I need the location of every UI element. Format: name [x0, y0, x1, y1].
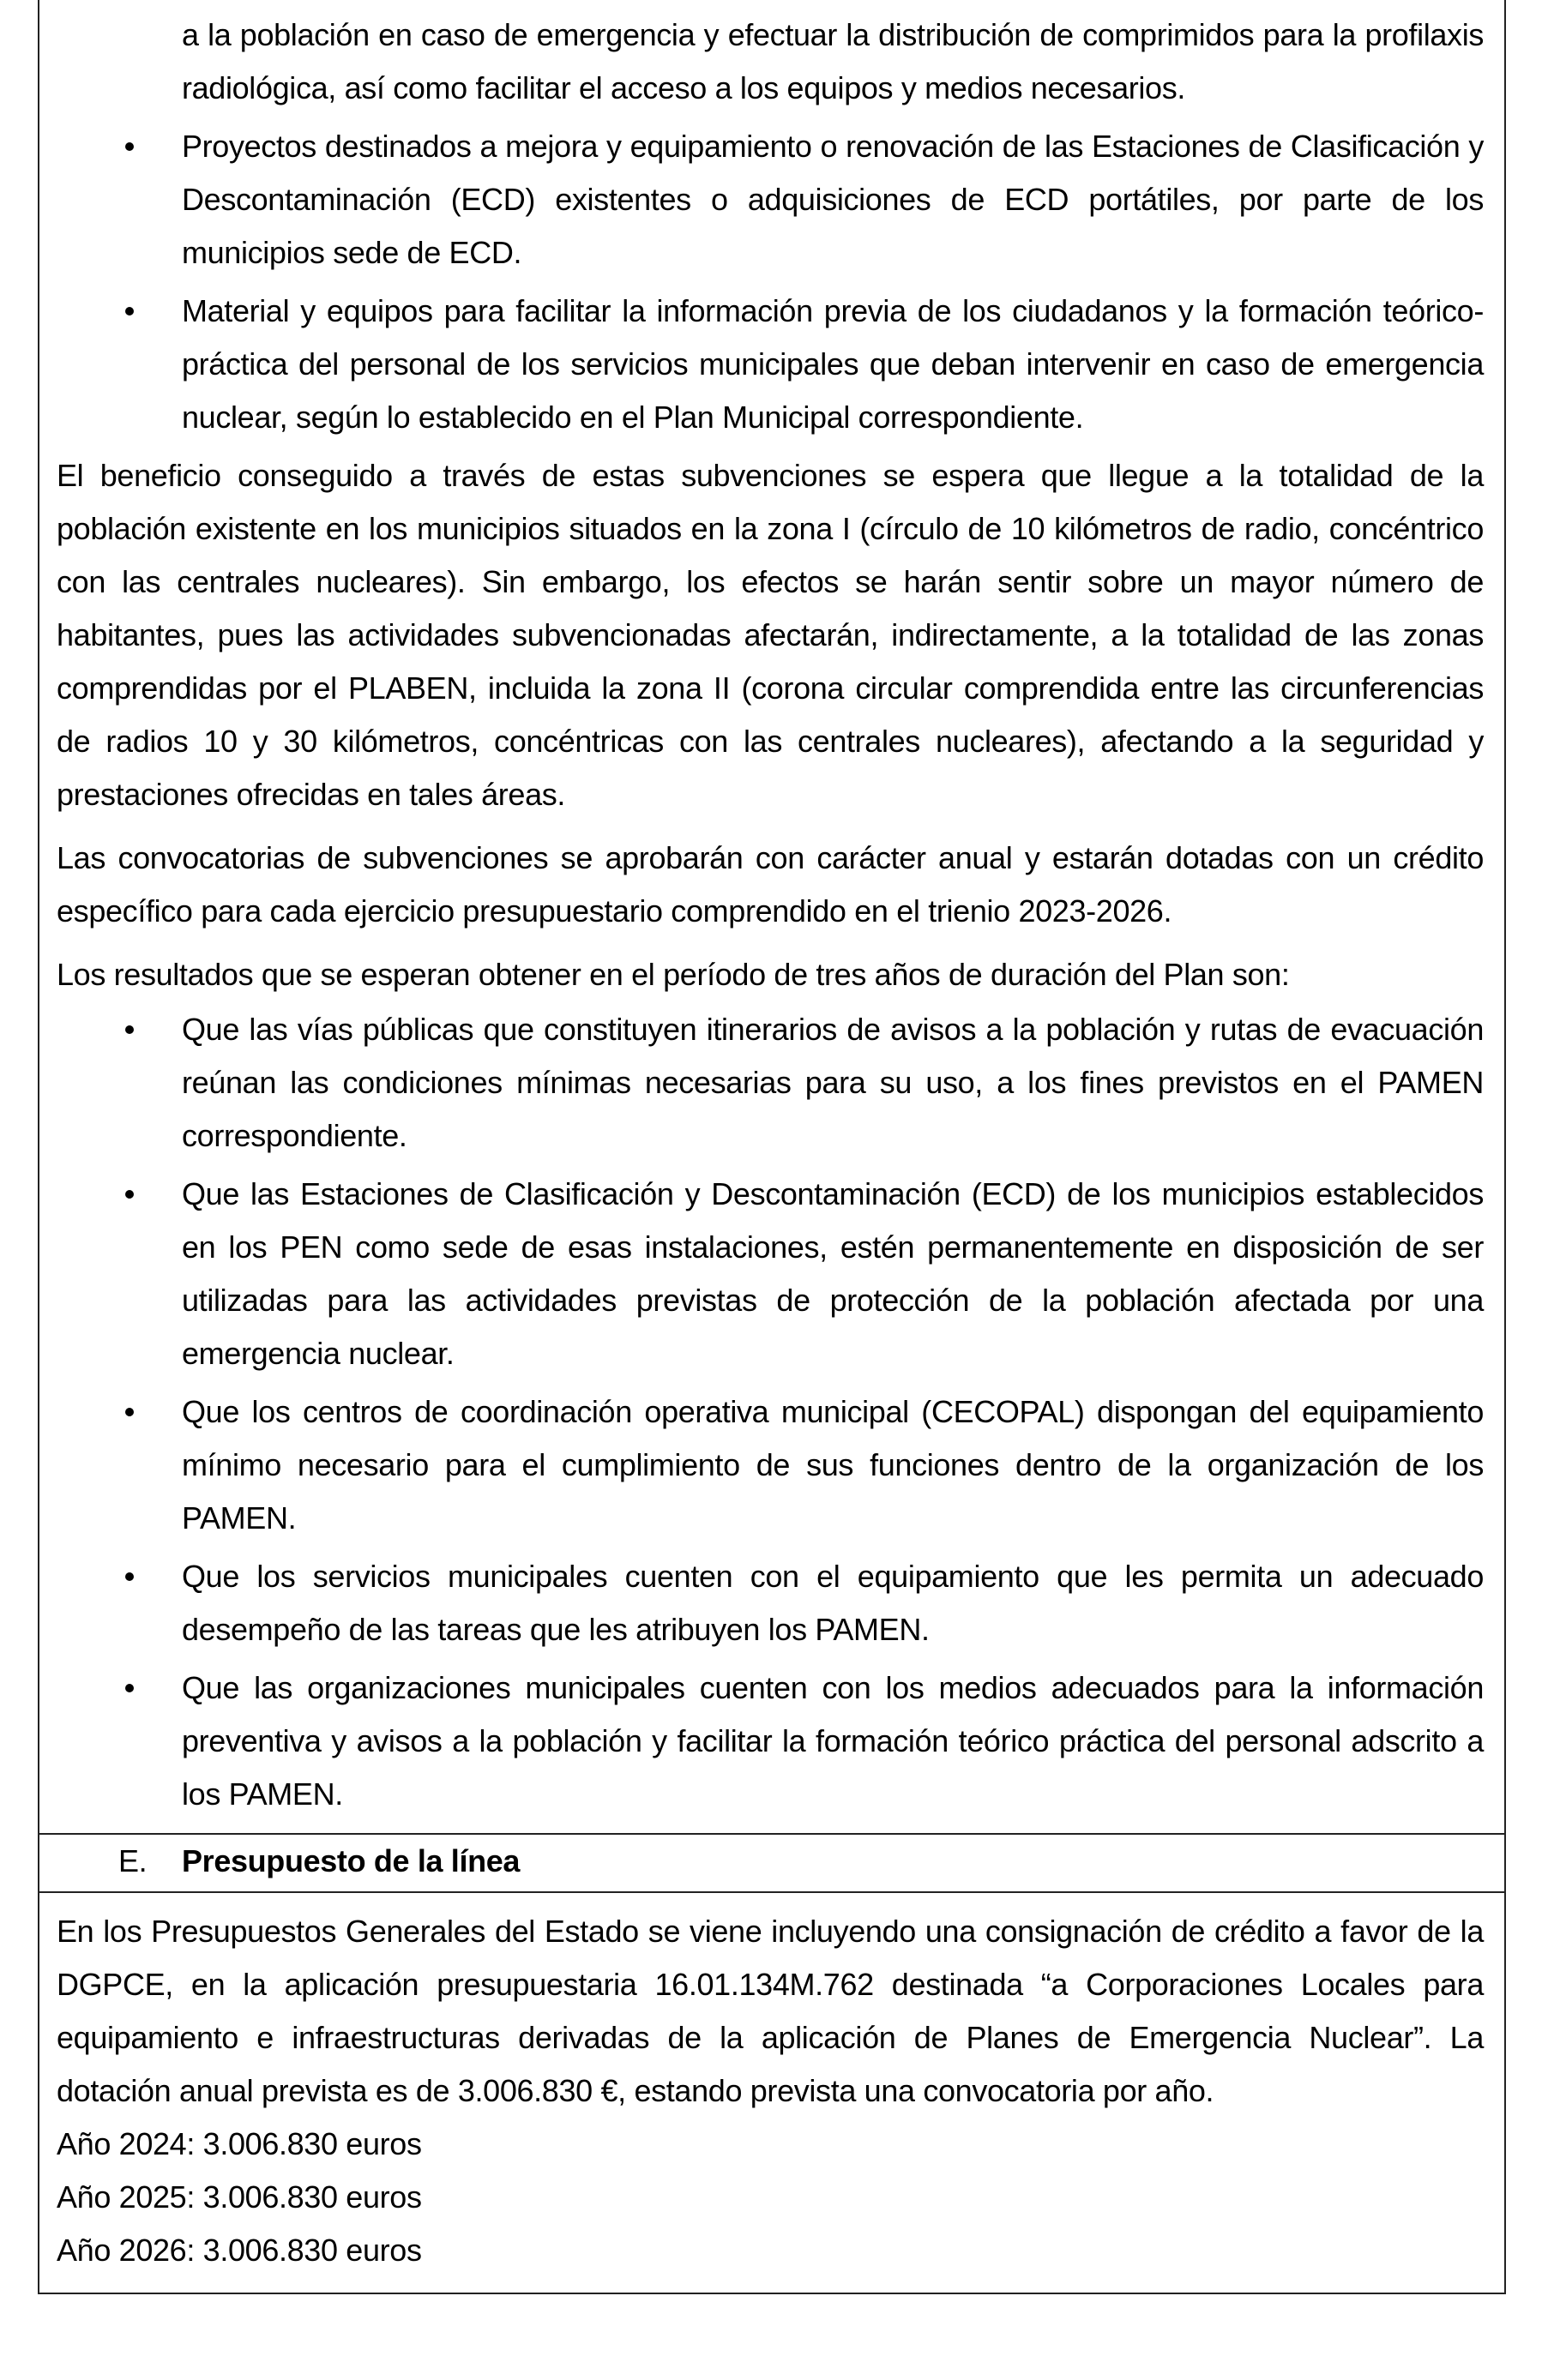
section-title: Presupuesto de la línea: [182, 1843, 521, 1878]
list-item: Que los centros de coordinación operativa municipal (CECOPAL) dispongan del equipamiento mínimo necesario para el cumplimiento de sus funciones dentro de la organización de los PAMEN.: [57, 1385, 1484, 1545]
list-item: Que las Estaciones de Clasificación y Descontaminación (ECD) de los municipios establecidos en los PEN como sede de esas instalaciones, estén permanentemente en disposición de ser utilizadas para las actividades previstas de protección de la población afectada por una emergencia nuclear.: [57, 1168, 1484, 1380]
paragraph-presupuesto: En los Presupuestos Generales del Estado se viene incluyendo una consignación de crédito a favor de la DGPCE, en la aplicación presupuestaria 16.01.134M.762 destinada “a Corporaciones Locales para equipamiento e infraestructuras derivadas de la aplicación de Planes de Emergencia Nuclear”. La dotación anual prevista es de 3.006.830 €, estando prevista una convocatoria por año.: [57, 1914, 1484, 2108]
section-e-box: [38, 1835, 1506, 2294]
budget-year-2026: Año 2026: 3.006.830 euros: [57, 2233, 422, 2268]
list-item: Proyectos destinados a mejora y equipamiento o renovación de las Estaciones de Clasificación y Descontaminación (ECD) existentes o adquisiciones de ECD portátiles, por parte de los municipios sede de ECD.: [57, 120, 1484, 279]
document-page: [38, 0, 1506, 2356]
list-item: Que las organizaciones municipales cuenten con los medios adecuados para la información preventiva y avisos a la población y facilitar la formación teórico práctica del personal adscrito a los PAMEN.: [57, 1662, 1484, 1821]
bullet-continuation: a la población en caso de emergencia y efectuar la distribución de comprimidos para la profilaxis radiológica, así como facilitar el acceso a los equipos y medios necesarios.: [182, 17, 1484, 105]
actions-list: [57, 120, 1484, 444]
section-heading: [39, 1835, 1504, 1893]
results-list: [57, 1003, 1484, 1821]
budget-year-2024: Año 2024: 3.006.830 euros: [57, 2126, 422, 2161]
list-item: Que las vías públicas que constituyen itinerarios de avisos a la población y rutas de evacuación reúnan las condiciones mínimas necesarias para su uso, a los fines previstos en el PAMEN correspondiente.: [57, 1003, 1484, 1163]
list-item: Material y equipos para facilitar la información previa de los ciudadanos y la formación teórico-práctica del personal de los servicios municipales que deban intervenir en caso de emergencia nuclear, según lo establecido en el Plan Municipal correspondiente.: [57, 285, 1484, 444]
list-item: Que los servicios municipales cuenten con el equipamiento que les permita un adecuado desempeño de las tareas que les atribuyen los PAMEN.: [57, 1550, 1484, 1656]
budget-year-2025: Año 2025: 3.006.830 euros: [57, 2179, 422, 2215]
paragraph-resultados-intro: Los resultados que se esperan obtener en el período de tres años de duración del Plan son:: [57, 957, 1290, 992]
section-letter: E.: [118, 1843, 148, 1878]
section-d-box: [38, 0, 1506, 1835]
paragraph-beneficio: El beneficio conseguido a través de estas subvenciones se espera que llegue a la totalidad de la población existente en los municipios situados en la zona I (círculo de 10 kilómetros de radio, concéntrico con las centrales nucleares). Sin embargo, los efectos se harán sentir sobre un mayor número de habitantes, pues las actividades subvencionadas afectarán, indirectamente, a la totalidad de las zonas comprendidas por el PLABEN, incluida la zona II (corona circular comprendida entre las circunferencias de radios 10 y 30 kilómetros, concéntricas con las centrales nucleares), afectando a la seguridad y prestaciones ofrecidas en tales áreas.: [57, 458, 1484, 812]
paragraph-convocatorias: Las convocatorias de subvenciones se aprobarán con carácter anual y estarán dotadas con un crédito específico para cada ejercicio presupuestario comprendido en el trienio 2023-2026.: [57, 840, 1484, 929]
